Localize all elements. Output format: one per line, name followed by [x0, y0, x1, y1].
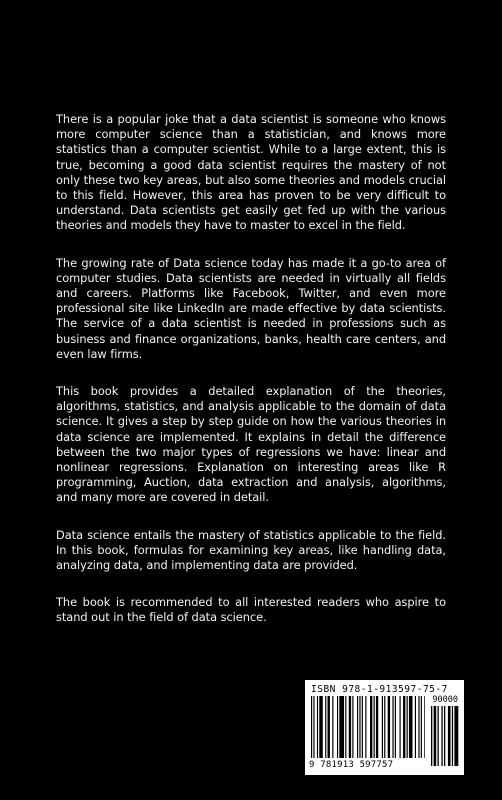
- barcode-bar: [311, 696, 312, 758]
- barcode-bar: [359, 696, 360, 758]
- barcode-addon-bars: [431, 706, 459, 766]
- barcode-bar: [376, 696, 378, 758]
- isbn-barcode: [305, 680, 464, 775]
- barcode-bar: [448, 706, 451, 766]
- barcode-bar: [452, 706, 453, 766]
- barcode-bar: [409, 696, 413, 758]
- barcode-bar: [345, 696, 346, 758]
- barcode-bar: [332, 696, 333, 758]
- blurb-paragraph-4: Data science entails the mastery of statistics applicable to the field. In this book, formulas for examining key areas, like handling data, analyzing data, and implementing data are provided.: [56, 527, 446, 573]
- barcode-bars: [311, 696, 425, 758]
- barcode-bar: [421, 696, 422, 758]
- barcode-bar: [395, 696, 396, 758]
- barcode-bar: [403, 696, 405, 758]
- barcode-bar: [388, 696, 390, 758]
- barcode-bar: [400, 696, 401, 758]
- barcode-bar: [337, 696, 338, 758]
- barcode-bar: [374, 696, 375, 758]
- barcode-bar: [357, 696, 358, 758]
- barcode-bar: [328, 696, 330, 758]
- barcode-bar: [319, 696, 323, 758]
- barcode-bar: [313, 696, 314, 758]
- barcode-bar: [407, 696, 408, 758]
- barcode-bar: [365, 696, 366, 758]
- barcode-bar: [349, 696, 351, 758]
- barcode-bar: [352, 696, 353, 758]
- barcode-bar: [392, 696, 393, 758]
- barcode-bar: [382, 696, 383, 758]
- barcode-bar: [325, 696, 326, 758]
- barcode-bar: [454, 706, 458, 766]
- barcode-bar: [441, 706, 442, 766]
- barcode-bar: [434, 706, 437, 766]
- barcode-bar: [444, 706, 445, 766]
- barcode-bar: [431, 706, 432, 766]
- addon-digits: 90000: [432, 695, 458, 705]
- barcode-bar: [362, 696, 363, 758]
- barcode-bar: [339, 696, 344, 758]
- blurb-paragraph-5: The book is recommended to all interested readers who aspire to stand out in the field of data science.: [56, 595, 446, 625]
- ean-digits: 9 781913 597757: [309, 760, 394, 770]
- blurb-paragraph-1: There is a popular joke that a data scientist is someone who knows more computer science than a statistician, and knows more statistics than a computer scientist. While to a large extent, this is true, becoming a good data scientist requires the mastery of not only these two key areas, but also some theories and models crucial to this field. However, this area has proven to be very difficult to understand. Data scientists get easily get fed up with the various theories and models they have to master to excel in the field.: [56, 112, 446, 233]
- barcode-bar: [424, 696, 425, 758]
- isbn-label: ISBN 978-1-913597-75-7: [311, 684, 448, 695]
- blurb-text: [56, 112, 446, 648]
- barcode-bar: [418, 696, 419, 758]
- barcode-bar: [438, 706, 439, 766]
- blurb-paragraph-2: The growing rate of Data science today has made it a go-to area of computer studies. Data scientists are needed in virtually all fields and careers. Platforms like Facebook, Twitter, and even more professional site like LinkedIn are made effective by data scientists. The service of a data scientist is needed in professions such as business and finance organizations, banks, health care centers, and even law firms.: [56, 255, 446, 361]
- barcode-bar: [384, 696, 385, 758]
- barcode-bar: [317, 696, 318, 758]
- barcode-bar: [370, 696, 372, 758]
- barcode-bar: [415, 696, 416, 758]
- blurb-paragraph-3: This book provides a detailed explanation of the theories, algorithms, statistics, and analysis applicable to the domain of data science. It gives a step by step guide on how the various theories in data science are implemented. It explains in detail the difference between the two major types of regressions we have: linear and nonlinear regressions. Explanation on interesting areas like R programming, Auction, data extraction and analysis, algorithms, and many more are covered in detail.: [56, 384, 446, 505]
